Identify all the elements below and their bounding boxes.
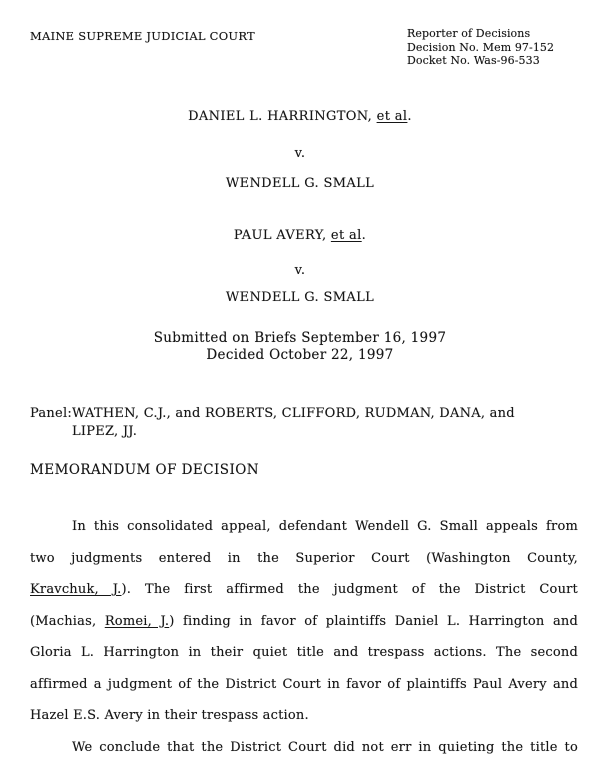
body-text-segment: ) finding in favor of plaintiffs Daniel L. Harrington and	[169, 613, 578, 629]
underlined-judge-citation: Romei, J.	[104, 613, 170, 629]
body-line	[30, 543, 578, 575]
panel-line-1: WATHEN, C.J., and ROBERTS, CLIFFORD, RUDMAN, DANA, and	[72, 406, 515, 421]
body-line	[30, 574, 578, 606]
body-text-segment: ). The first affirmed the judgment of the District Court	[121, 582, 578, 597]
body-text-segment: We conclude that the District Court did not err in quieting the title to	[72, 739, 578, 755]
dates-block	[0, 330, 600, 364]
panel-block	[30, 405, 578, 440]
body-text-segment: (Machias,	[30, 613, 105, 629]
decision-number: Decision No. Mem 97-152	[407, 40, 555, 54]
body-line	[30, 700, 578, 732]
caption2-appellee	[0, 228, 600, 243]
body-line	[30, 732, 578, 764]
memorandum-heading: MEMORANDUM OF DECISION	[30, 462, 260, 478]
body-line	[30, 669, 578, 701]
decided-date: Decided October 22, 1997	[206, 347, 394, 363]
caption2-period: .	[361, 228, 367, 243]
panel-label: Panel:	[30, 406, 73, 421]
body-text-segment: two judgments entered in the Superior Court (Washington County,	[30, 550, 578, 566]
caption1-appellee	[0, 109, 600, 124]
caption1-appellee-name: DANIEL L. HARRINGTON,	[188, 109, 377, 124]
submitted-date: Submitted on Briefs September 16, 1997	[153, 330, 447, 346]
caption1-period: .	[407, 109, 412, 124]
body-line	[30, 606, 578, 638]
court-name: MAINE SUPREME JUDICIAL COURT	[30, 29, 255, 43]
caption2-appellant: WENDELL G. SMALL	[225, 290, 375, 305]
reporter-block	[407, 27, 554, 68]
body-paragraphs	[30, 511, 578, 763]
body-line	[30, 637, 578, 669]
docket-number: Docket No. Was-96-533	[407, 54, 540, 67]
caption2-etal: et al	[330, 228, 362, 243]
caption1-etal: et al	[376, 109, 408, 124]
panel-justices	[72, 405, 578, 440]
body-line	[30, 511, 578, 543]
underlined-judge-citation: Kravchuk, J.	[30, 582, 122, 597]
body-text-segment: Hazel E.S. Avery in their trespass action.	[30, 708, 309, 723]
caption1-versus: v.	[294, 146, 306, 161]
body-text-segment: In this consolidated appeal, defendant Wendell G. Small appeals from	[72, 519, 578, 534]
caption1-appellant: WENDELL G. SMALL	[225, 176, 375, 191]
body-text-segment: Gloria L. Harrington in their quiet title and trespass actions. The second	[30, 645, 578, 660]
caption2-versus: v.	[294, 263, 306, 278]
body-text-segment: affirmed a judgment of the District Court in favor of plaintiffs Paul Avery and	[30, 676, 578, 692]
panel-line-2: LIPEZ, JJ.	[72, 423, 138, 439]
reporter-of-decisions: Reporter of Decisions	[407, 27, 531, 40]
caption2-appellee-name: PAUL AVERY,	[233, 228, 331, 243]
